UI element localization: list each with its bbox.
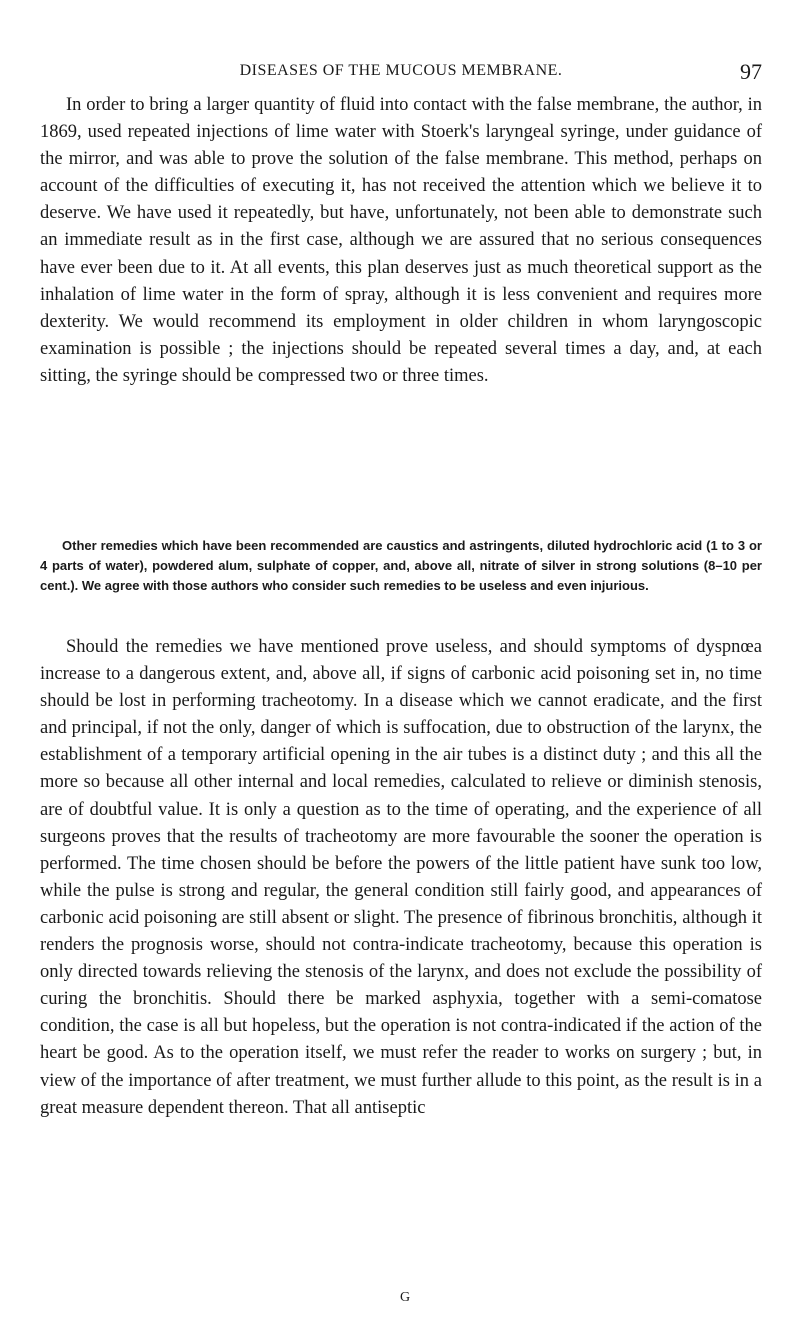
paragraph-tracheotomy: Should the remedies we have mentioned prove useless, and should symptoms of dyspnœa increase to a dangerous extent, and, above all, if signs of carbonic acid poisoning set in, no time should be lost in performing tracheotomy. In a disease which we cannot eradicate, and the first and principal, if not the only, danger of which is suffocation, due to obstruction of the larynx, the establishment of a temporary artificial opening in the air tubes is a distinct duty ; and this all the more so because all other internal and local remedies, calculated to relieve or diminish stenosis, are of doubtful value. It is only a question as to the time of operating, and the experience of all surgeons proves that the results of tracheotomy are more favourable the sooner the operation is performed. The time chosen should be before the powers of the little patient have sunk too low, while the pulse is strong and regular, the general condition still fairly good, and appearances of carbonic acid poisoning are still absent or slight. The presence of fibrinous bronchitis, although it renders the prognosis worse, should not contra-indicate tracheotomy, because this operation is only directed towards relieving the stenosis of the larynx, and does not exclude the possibility of curing the bronchitis. Should there be marked asphyxia, together with a semi-comatose condition, the case is all but hopeless, but the operation is not contra-indicated if the action of the heart be good. As to the operation itself, we must refer the reader to works on surgery ; but, in view of the importance of after treatment, we must further allude to this point, as the result is in a great measure dependent thereon. That all antiseptic	[40, 637, 762, 1118]
book-page	[40, 0, 762, 1323]
signature-mark: G	[400, 1290, 411, 1305]
paragraph-lime-water-injections: In order to bring a larger quantity of fluid into contact with the false membrane, the author, in 1869, used repeated injections of lime water with Stoerk's laryngeal syringe, under guidance of the mirror, and was able to prove the solution of the false membrane. This method, perhaps on account of the difficulties of executing it, has not received the attention which we believe it to deserve. We have used it repeatedly, but have, unfortunately, not been able to demonstrate such an immediate result as in the first case, although we are assured that no serious consequences have ever been due to it. At all events, this plan deserves just as much theoretical support as the inhalation of lime water in the form of spray, although it is less convenient and requires more dexterity. We would recommend its employment in older children in whom laryngoscopic examination is possible ; the injections should be repeated several times a day, and, at each sitting, the syringe should be compressed two or three times.	[40, 95, 762, 386]
paragraph-other-remedies: Other remedies which have been recommended are caustics and astringents, diluted hydrochloric acid (1 to 3 or 4 parts of water), powdered alum, sulphate of copper, and, above all, nitrate of silver in strong solutions (8–10 per cent.). We agree with those authors who consider such remedies to be useless and even injurious.	[40, 538, 762, 593]
running-head	[40, 59, 762, 86]
running-title: DISEASES OF THE MUCOUS MEMBRANE.	[239, 62, 563, 79]
page-number: 97	[740, 59, 762, 84]
